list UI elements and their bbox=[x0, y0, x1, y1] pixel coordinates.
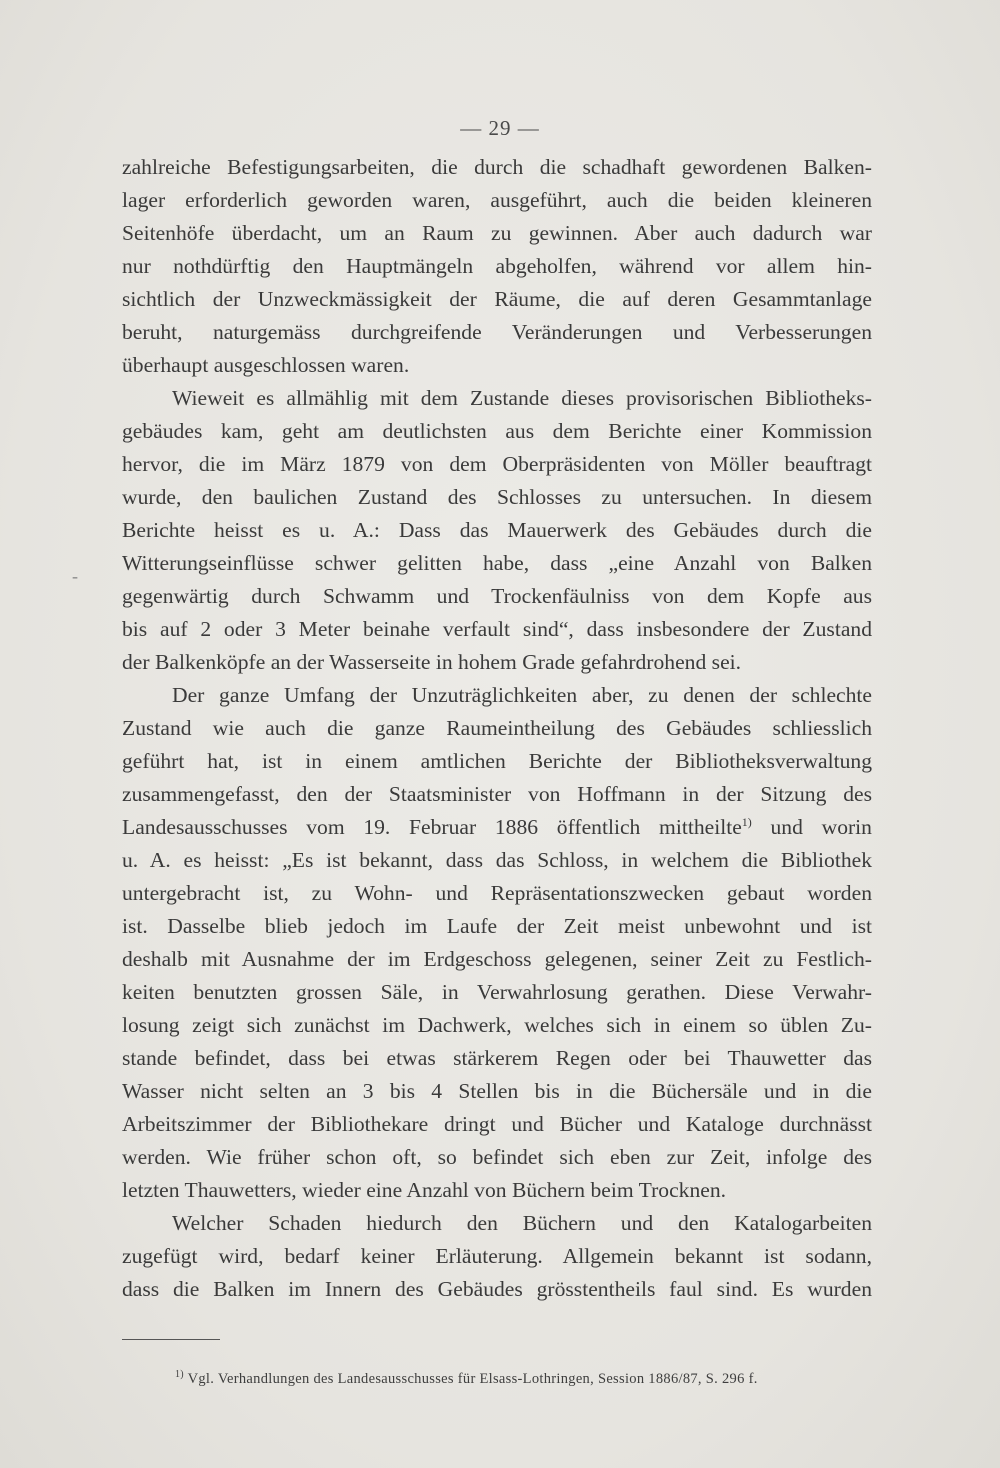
text-line: hervor, die im März 1879 von dem Oberpräsidenten von Möller beauftragt bbox=[122, 452, 872, 476]
footnote bbox=[175, 1371, 758, 1388]
text-line: zugefügt wird, bedarf keiner Erläuterung. Allgemein bekannt ist sodann, bbox=[122, 1244, 872, 1268]
text-line: zahlreiche Befestigungsarbeiten, die durch die schadhaft gewordenen Balken- bbox=[122, 155, 872, 179]
text-line: keiten benutzten grossen Säle, in Verwahrlosung gerathen. Diese Verwahr- bbox=[122, 980, 872, 1004]
text-line: sichtlich der Unzweckmässigkeit der Räume, die auf deren Gesammtanlage bbox=[122, 287, 872, 311]
paragraph-3 bbox=[122, 679, 872, 1207]
footnote-text: Vgl. Verhandlungen des Landesausschusses für Elsass-Lothringen, Session 1886/87, S. 296 f. bbox=[187, 1371, 758, 1387]
text-line: dass die Balken im Innern des Gebäudes grösstentheils faul sind. Es wurden bbox=[122, 1277, 872, 1301]
text-line: Welcher Schaden hiedurch den Büchern und den Katalogarbeiten bbox=[172, 1211, 872, 1235]
body-text bbox=[122, 151, 872, 1306]
text-line: deshalb mit Ausnahme der im Erdgeschoss gelegenen, seiner Zeit zu Festlich- bbox=[122, 947, 872, 971]
text-line: bis auf 2 oder 3 Meter beinahe verfault sind“, dass insbesondere der Zustand bbox=[122, 617, 872, 641]
text-line: gegenwärtig durch Schwamm und Trockenfäulniss von dem Kopfe aus bbox=[122, 584, 872, 608]
footnote-ref: 1) bbox=[741, 814, 752, 829]
footnote-marker: 1) bbox=[175, 1369, 184, 1381]
text-line: Der ganze Umfang der Unzuträglichkeiten aber, zu denen der schlechte bbox=[172, 683, 872, 707]
text-line: Witterungseinflüsse schwer gelitten habe, dass „eine Anzahl von Balken bbox=[122, 551, 872, 575]
text-line: wurde, den baulichen Zustand des Schlosses zu untersuchen. In diesem bbox=[122, 485, 872, 509]
text-line: gebäudes kam, geht am deutlichsten aus dem Berichte einer Kommission bbox=[122, 419, 872, 443]
text-line: losung zeigt sich zunächst im Dachwerk, welches sich in einem so üblen Zu- bbox=[122, 1013, 872, 1037]
paragraph-4 bbox=[122, 1207, 872, 1306]
text-segment: und worin bbox=[751, 815, 872, 839]
paragraph-2 bbox=[122, 382, 872, 679]
text-line: beruht, naturgemäss durchgreifende Veränderungen und Verbesserungen bbox=[122, 320, 872, 344]
text-line: lager erforderlich geworden waren, ausgeführt, auch die beiden kleineren bbox=[122, 188, 872, 212]
footnote-divider bbox=[122, 1339, 220, 1340]
text-line: werden. Wie früher schon oft, so befindet sich eben zur Zeit, infolge des bbox=[122, 1145, 872, 1169]
text-line: u. A. es heisst: „Es ist bekannt, dass das Schloss, in welchem die Bibliothek bbox=[122, 848, 872, 872]
page-number: — 29 — bbox=[460, 116, 540, 140]
margin-mark: - bbox=[72, 566, 78, 586]
text-line: Seitenhöfe überdacht, um an Raum zu gewinnen. Aber auch dadurch war bbox=[122, 221, 872, 245]
text-line: stande befindet, dass bei etwas stärkerem Regen oder bei Thauwetter das bbox=[122, 1046, 872, 1070]
text-line: nur nothdürftig den Hauptmängeln abgeholfen, während vor allem hin- bbox=[122, 254, 872, 278]
text-line: Wasser nicht selten an 3 bis 4 Stellen bis in die Büchersäle und in die bbox=[122, 1079, 872, 1103]
text-line: untergebracht ist, zu Wohn- und Repräsentationszwecken gebaut worden bbox=[122, 881, 872, 905]
text-line: Zustand wie auch die ganze Raumeintheilung des Gebäudes schliesslich bbox=[122, 716, 872, 740]
text-line: letzten Thauwetters, wieder eine Anzahl von Büchern beim Trocknen. bbox=[122, 1178, 727, 1202]
text-line: ist. Dasselbe blieb jedoch im Laufe der Zeit meist unbewohnt und ist bbox=[122, 914, 872, 938]
text-line: überhaupt ausgeschlossen waren. bbox=[122, 353, 410, 377]
text-line: zusammengefasst, den der Staatsminister von Hoffmann in der Sitzung des bbox=[122, 782, 872, 806]
text-line: Arbeitszimmer der Bibliothekare dringt und Bücher und Kataloge durchnässt bbox=[122, 1112, 872, 1136]
paragraph-1 bbox=[122, 151, 872, 382]
text-line: Berichte heisst es u. A.: Dass das Mauerwerk des Gebäudes durch die bbox=[122, 518, 872, 542]
text-line-with-footnote-ref bbox=[122, 811, 872, 844]
text-line: der Balkenköpfe an der Wasserseite in hohem Grade gefahrdrohend sei. bbox=[122, 650, 742, 674]
text-line: geführt hat, ist in einem amtlichen Berichte der Bibliotheksverwaltung bbox=[122, 749, 872, 773]
text-segment: Landesausschusses vom 19. Februar 1886 öffentlich mittheilte bbox=[122, 815, 742, 839]
text-line: Wieweit es allmählig mit dem Zustande dieses provisorischen Bibliotheks- bbox=[172, 386, 872, 410]
